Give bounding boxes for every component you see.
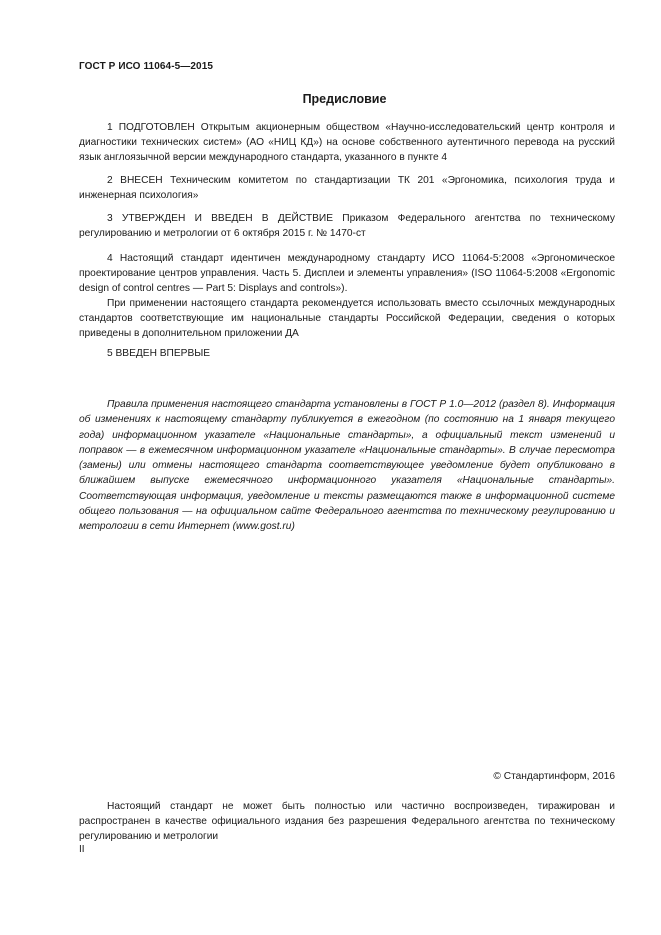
foreword-item-3 [79, 211, 615, 241]
foreword-item-5 [79, 346, 615, 361]
foreword-item-2-text: 2 ВНЕСЕН Техническим комитетом по стандартизации ТК 201 «Эргономика, психология труда и инженерная психология» [79, 175, 615, 201]
reproduction-notice-text: Настоящий стандарт не может быть полностью или частично воспроизведен, тиражирован и распространен в качестве официального издания без разрешения Федерального агентства по техническому регулированию и метрологии [79, 801, 615, 842]
foreword-item-4-text: 4 Настоящий стандарт идентичен международному стандарту ИСО 11064-5:2008 «Эргономическое проектирование центров управления. Часть 5. Дисплеи и элементы управления» (ISO 11064-5:2008 «Ergonomic design of control centres — Part 5: Displays and controls»). [79, 253, 615, 294]
standard-code-header: ГОСТ Р ИСО 11064-5—2015 [79, 61, 214, 72]
foreword-item-2 [79, 173, 615, 203]
foreword-item-1 [79, 120, 615, 165]
foreword-item-3-text: 3 УТВЕРЖДЕН И ВВЕДЕН В ДЕЙСТВИЕ Приказом Федерального агентства по техническому регулированию и метрологии от 6 октября 2015 г. № 1470-ст [79, 213, 615, 239]
copyright-line: © Стандартинформ, 2016 [493, 771, 615, 782]
application-rules-text: Правила применения настоящего стандарта установлены в ГОСТ Р 1.0—2012 (раздел 8). Информация об изменениях к настоящему стандарту публикуется в ежегодном (по состоянию на 1 января текущего года) информационном указателе «Национальные стандарты», а официальный текст изменений и поправок — в ежемесячном информационном указателе «Национальные стандарты». В случае пересмотра (замены) или отмены настоящего стандарта соответствующее уведомление будет опубликовано в ближайшем выпуске ежемесячного информационного указателя «Национальные стандарты». Соответствующая информация, уведомление и тексты размещаются также в информационной системе общего пользования — на официальном сайте Федерального агентства по техническому регулированию и метрологии в сети Интернет (www.gost.ru) [79, 399, 615, 533]
foreword-item-4 [79, 251, 615, 341]
foreword-item-5-text: 5 ВВЕДЕН ВПЕРВЫЕ [107, 348, 211, 359]
page-number: II [79, 844, 85, 855]
reproduction-notice [79, 799, 615, 844]
foreword-item-4-note: При применении настоящего стандарта рекомендуется использовать вместо ссылочных международных стандартов соответствующие им национальные стандарты Российской Федерации, сведения о которых приведены в дополнительном приложении ДА [79, 298, 615, 339]
page-title: Предисловие [302, 92, 387, 106]
application-rules-notice [79, 397, 615, 535]
foreword-item-1-text: 1 ПОДГОТОВЛЕН Открытым акционерным обществом «Научно-исследовательский центр контроля и диагностики технических систем» (АО «НИЦ КД») на основе собственного аутентичного перевода на русский язык англоязычной версии международного стандарта, указанного в пункте 4 [79, 122, 615, 163]
